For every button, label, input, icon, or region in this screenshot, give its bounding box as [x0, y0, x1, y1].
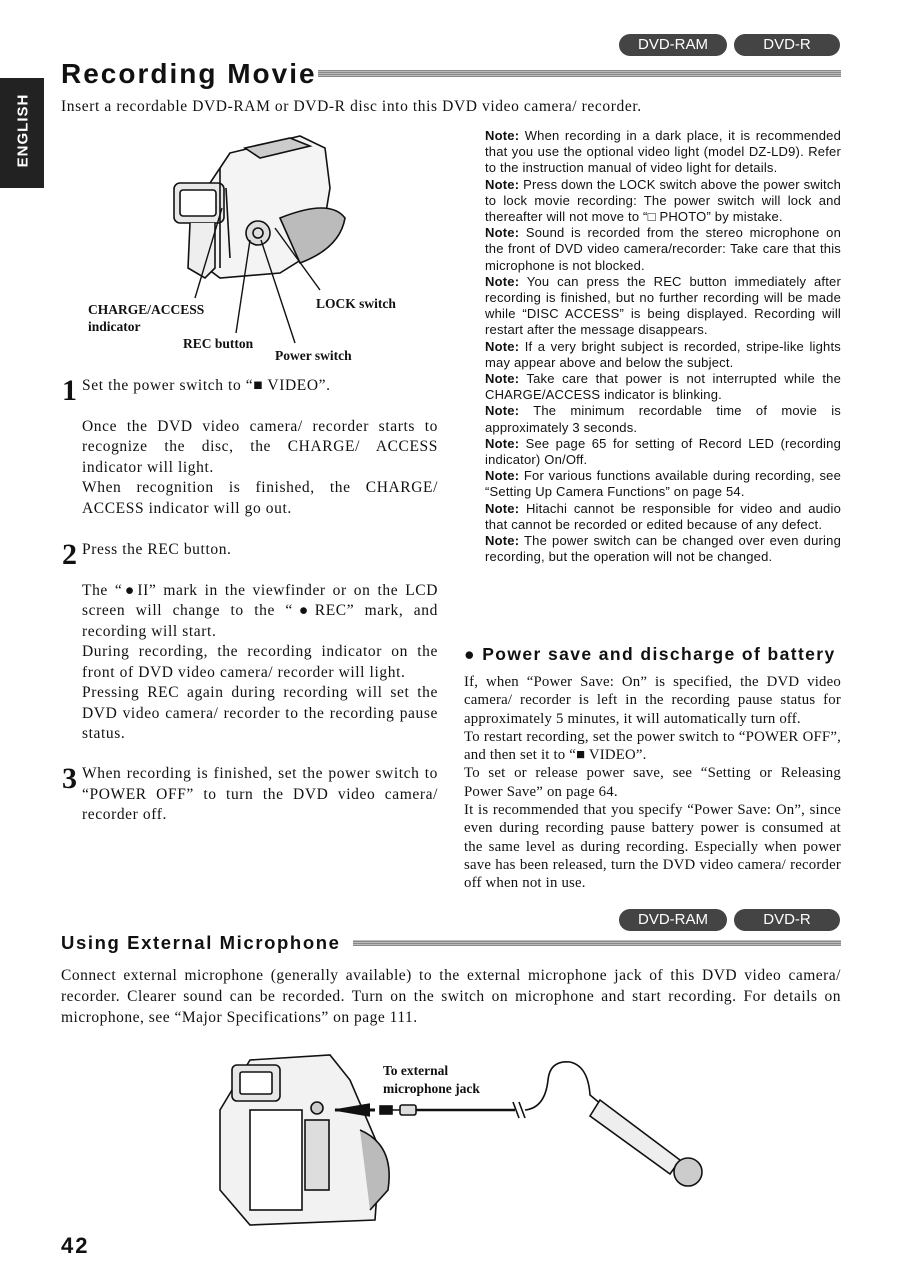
power-switch-label: Power switch: [275, 348, 352, 363]
step-1-line: Set the power switch to “■ VIDEO”.: [82, 377, 331, 394]
language-tab: [0, 78, 44, 188]
note-item: [485, 225, 841, 274]
note-text: The minimum recordable time of movie is approximately 3 seconds.: [485, 403, 841, 435]
step-3-line: When recording is finished, set the power switch to “POWER OFF” to turn the DVD video camera/ recorder off.: [82, 765, 438, 823]
note-label: Note:: [485, 273, 520, 289]
notes-list: [485, 128, 841, 565]
note-item: [485, 274, 841, 339]
note-item: [485, 177, 841, 226]
note-text: Take care that power is not interrupted while the CHARGE/ACCESS indicator is blinking.: [485, 371, 842, 403]
intro-text: Insert a recordable DVD-RAM or DVD-R disc into this DVD video camera/ recorder.: [61, 98, 642, 115]
step-3-text: [82, 764, 438, 826]
note-item: [485, 339, 841, 371]
note-label: Note:: [485, 468, 520, 484]
power-save-paragraph: To restart recording, set the power switch to “POWER OFF”, and then set it to “■ VIDEO”.: [464, 728, 841, 764]
note-text: See page 65 for setting of Record LED (recording indicator) On/Off.: [485, 435, 841, 468]
step-number: 3: [62, 762, 77, 795]
camera-illustration: [160, 128, 360, 368]
step-number: 2: [62, 538, 77, 571]
note-label: Note:: [485, 435, 520, 451]
note-item: [485, 533, 841, 565]
note-item: [485, 371, 841, 403]
mic-jack-label-1: To external: [383, 1063, 449, 1078]
power-save-paragraph: To set or release power save, see “Setting or Releasing Power Save” on page 64.: [464, 765, 841, 800]
title-rule: [318, 70, 841, 77]
ext-mic-text: Connect external microphone (generally available) to the external microphone jack of this DVD video camera/ recorder. Clearer sound can be recorded. Turn on the switch on microphone and start recording. For details on microphone, see “Major Specifications” on page 111.: [61, 967, 841, 1026]
step-1-text: [82, 376, 438, 519]
note-text: You can press the REC button immediately after recording is finished, but no further recording will be made while “DISC ACCESS” is being displayed. Recording will restart after the message disappears.: [485, 273, 841, 338]
note-item: [485, 403, 841, 435]
page-number: 42: [61, 1233, 90, 1258]
microphone-illustration: [210, 1050, 720, 1230]
dvd-r-badge: DVD-R: [734, 909, 840, 931]
note-text: When recording in a dark place, it is recommended that you use the optional video light (model DZ-LD9). Refer to the instruction manual of video light for details.: [485, 128, 842, 176]
power-save-heading: ● Power save and discharge of battery: [464, 644, 836, 664]
note-text: For various functions available during recording, see “Setting Up Camera Functions” on page 54.: [485, 468, 842, 500]
note-item: [485, 501, 841, 533]
lock-switch-label: LOCK switch: [316, 296, 396, 311]
dvd-ram-badge: DVD-RAM: [619, 909, 727, 931]
note-label: Note:: [485, 128, 520, 143]
note-label: Note:: [485, 225, 520, 241]
step-2-line: Pressing REC again during recording will set the DVD video camera/ recorder to the recording pause status.: [82, 684, 438, 742]
step-2-text: [82, 540, 438, 745]
power-save-paragraph: It is recommended that you specify “Power Save: On”, since even during recording pause battery power is consumed at the same level as during recording. Especially when power save has been released, turn the DVD video camera/ recorder off when not in use.: [464, 802, 841, 892]
note-item: [485, 468, 841, 500]
note-item: [485, 128, 841, 177]
note-label: Note:: [485, 371, 520, 387]
charge-indicator-label: indicator: [88, 319, 141, 334]
dvd-r-badge: DVD-R: [734, 34, 840, 56]
power-save-paragraph: If, when “Power Save: On” is specified, the DVD video camera/ recorder is left in the recording pause status for approximately 5 minutes, it will automatically turn off.: [464, 674, 841, 727]
note-text: Sound is recorded from the stereo microphone on the front of DVD video camera/recorder: Take care that this microphone is not blocked.: [485, 225, 842, 273]
step-1-line: When recognition is finished, the CHARGE/ ACCESS indicator will go out.: [82, 479, 438, 517]
step-number: 1: [62, 374, 77, 407]
note-label: Note:: [485, 533, 520, 549]
mic-jack-label-2: microphone jack: [383, 1081, 480, 1096]
rec-button-label: REC button: [183, 336, 254, 351]
note-item: [485, 436, 841, 468]
ext-mic-rule: [353, 940, 841, 946]
power-save-text: [464, 673, 841, 893]
charge-access-label: CHARGE/ACCESS: [88, 302, 205, 317]
language-tab-label: ENGLISH: [14, 93, 32, 168]
note-text: The power switch can be changed over even during recording, but the operation will not be changed.: [485, 533, 842, 565]
note-label: Note:: [485, 500, 520, 516]
ext-mic-heading: Using External Microphone: [61, 932, 341, 953]
page-title: Recording Movie: [61, 58, 317, 89]
step-2-line: The “●II” mark in the viewfinder or on the LCD screen will change to the “●REC” mark, and recording will start.: [82, 581, 438, 640]
step-2-line: Press the REC button.: [82, 541, 232, 558]
step-1-line: Once the DVD video camera/ recorder starts to recognize the disc, the CHARGE/ ACCESS indicator will light.: [82, 417, 438, 476]
note-text: Press down the LOCK switch above the power switch to lock movie recording: The power switch will lock and thereafter will not move to “□ PHOTO” by mistake.: [485, 176, 841, 225]
note-text: If a very bright subject is recorded, stripe-like lights may appear above and below the subject.: [485, 338, 841, 370]
dvd-ram-badge: DVD-RAM: [619, 34, 727, 56]
note-label: Note:: [485, 338, 520, 354]
step-2-line: During recording, the recording indicator on the front of DVD video camera/ recorder will light.: [82, 643, 438, 681]
note-label: Note:: [485, 403, 520, 419]
note-text: Hitachi cannot be responsible for video and audio that cannot be recorded or edited because of any defect.: [485, 500, 842, 532]
note-label: Note:: [485, 176, 520, 192]
